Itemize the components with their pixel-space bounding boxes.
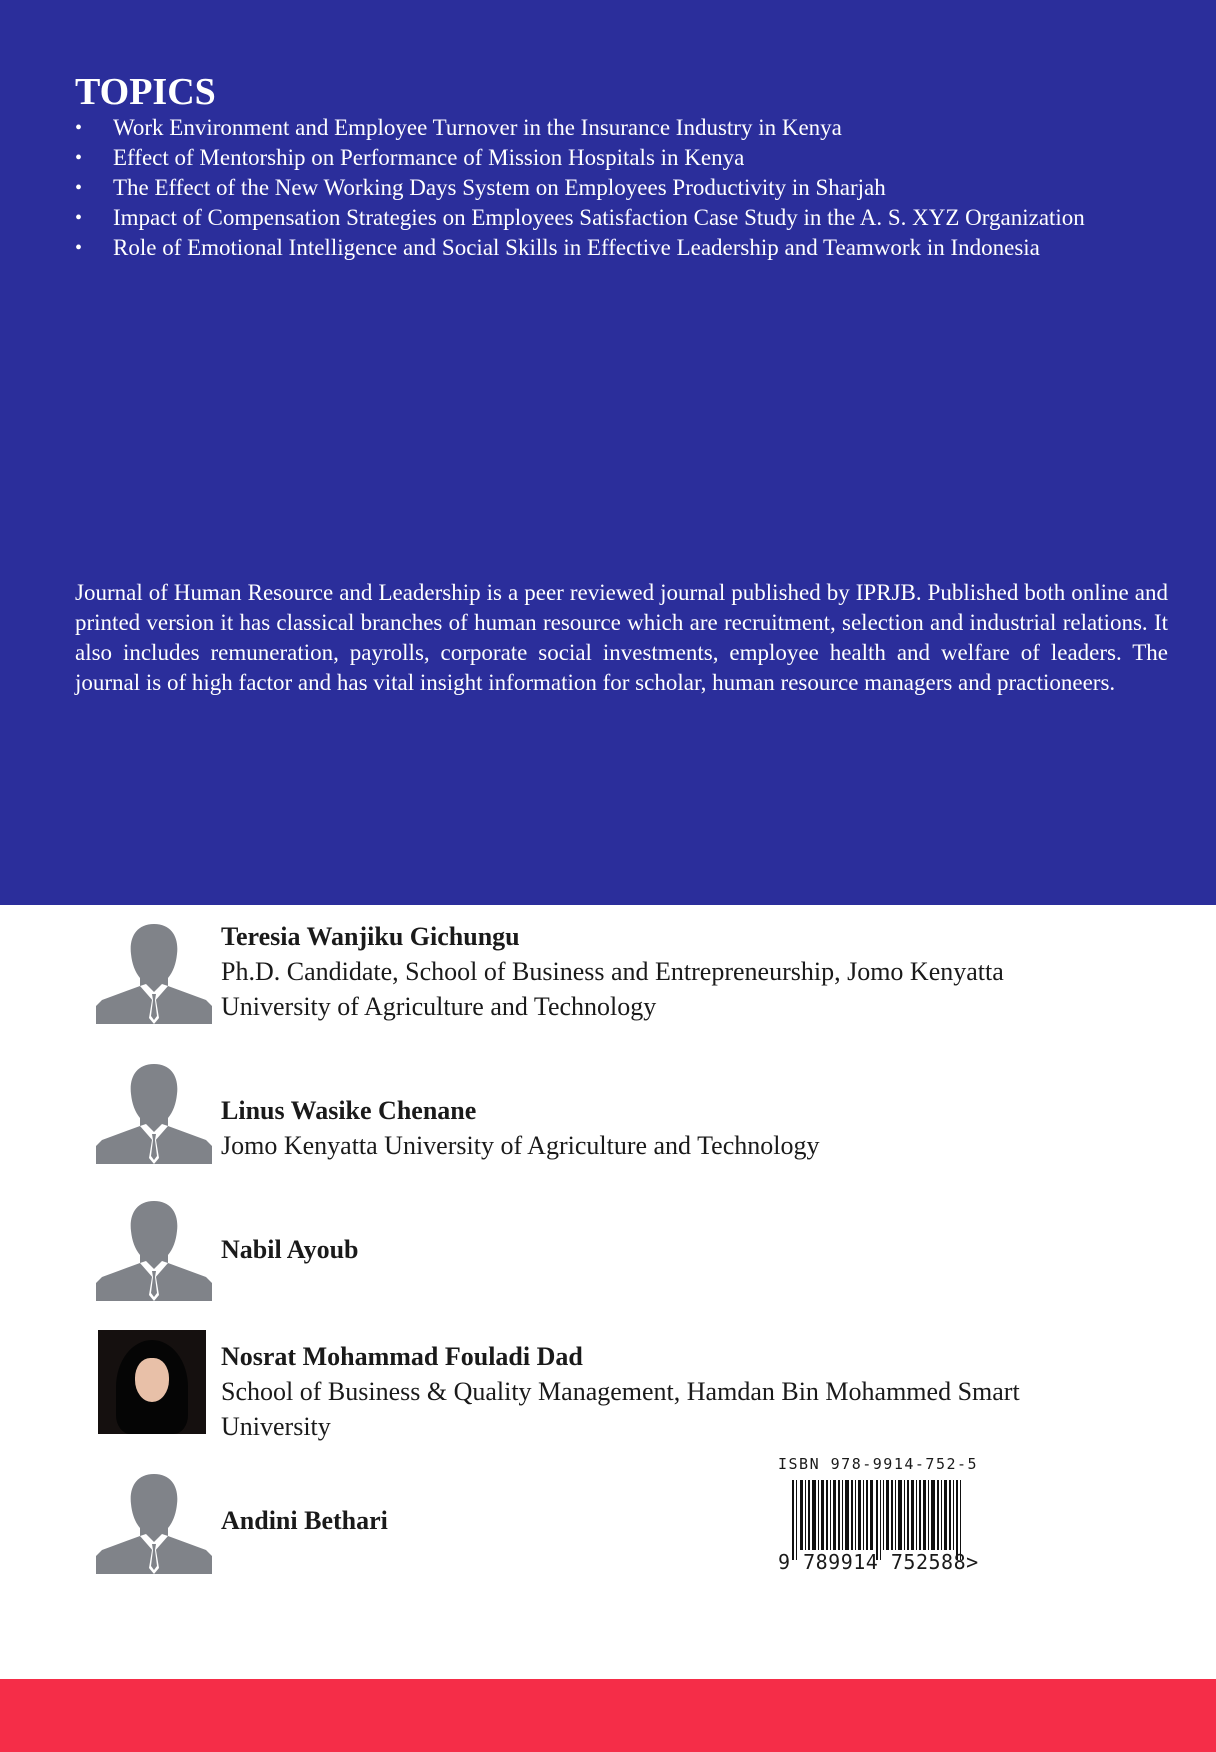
author-affiliation: School of Business & Quality Management, Hamdan Bin Mohammed Smart	[221, 1377, 1020, 1406]
author-name: Linus Wasike Chenane	[221, 1096, 477, 1125]
topic-item: • Effect of Mentorship on Performance of Mission Hospitals in Kenya	[75, 143, 1175, 173]
author-name: Teresia Wanjiku Gichungu	[221, 922, 520, 951]
topics-heading: TOPICS	[75, 71, 216, 113]
bullet-icon: •	[75, 237, 83, 259]
author-name: Nosrat Mohammad Fouladi Dad	[221, 1342, 583, 1371]
author-photo	[98, 1330, 206, 1434]
author-info	[221, 1233, 1151, 1267]
bullet-icon: •	[75, 207, 83, 229]
author-name: Nabil Ayoub	[221, 1235, 359, 1264]
author-name: Andini Bethari	[221, 1506, 388, 1535]
bottom-color-band	[0, 1679, 1216, 1752]
author-affiliation: Jomo Kenyatta University of Agriculture and Technology	[221, 1131, 820, 1160]
author-info	[221, 1094, 1151, 1163]
bullet-icon: •	[75, 147, 83, 169]
person-silhouette-icon	[96, 1197, 212, 1301]
isbn-barcode-block	[778, 1455, 1000, 1575]
topic-item: • Impact of Compensation Strategies on Employees Satisfaction Case Study in the A. S. XYZ Organization	[75, 203, 1175, 233]
topic-item: • Work Environment and Employee Turnover in the Insurance Industry in Kenya	[75, 113, 1175, 143]
author-entry	[96, 1197, 1176, 1317]
author-entry	[96, 920, 1176, 1040]
author-entry	[96, 1060, 1176, 1180]
bullet-icon: •	[75, 117, 83, 139]
author-affiliation: Ph.D. Candidate, School of Business and Entrepreneurship, Jomo Kenyatta	[221, 957, 1004, 986]
bullet-icon: •	[75, 177, 83, 199]
author-entry	[96, 1330, 1176, 1450]
journal-description: Journal of Human Resource and Leadership is a peer reviewed journal published by IPRJB. Published both online and printed version it has classical branches of human resource which are recruitment, selection and industrial relations. It also includes remuneration, payrolls, corporate social investments, employee health and welfare of leaders. The journal is of high factor and has vital insight information for scholar, human resource managers and practioneers.	[75, 580, 1168, 695]
author-info	[221, 1340, 1151, 1444]
author-affiliation: University of Agriculture and Technology	[221, 992, 657, 1021]
author-entry	[96, 1470, 1176, 1590]
topics-list	[75, 113, 1175, 263]
author-affiliation: University	[221, 1412, 331, 1441]
isbn-digits: 9 789914 752588>	[778, 1550, 979, 1574]
author-info	[221, 1504, 1151, 1538]
isbn-label: ISBN 978-9914-752-5	[778, 1455, 979, 1473]
topic-item: • The Effect of the New Working Days System on Employees Productivity in Sharjah	[75, 173, 1175, 203]
barcode-icon	[792, 1480, 982, 1560]
person-silhouette-icon	[96, 1470, 212, 1574]
arrow-icon: >	[966, 1550, 979, 1574]
topic-item: • Role of Emotional Intelligence and Social Skills in Effective Leadership and Teamwork in Indonesia	[75, 233, 1175, 263]
author-info	[221, 920, 1151, 1024]
person-silhouette-icon	[96, 1060, 212, 1164]
person-silhouette-icon	[96, 920, 212, 1024]
